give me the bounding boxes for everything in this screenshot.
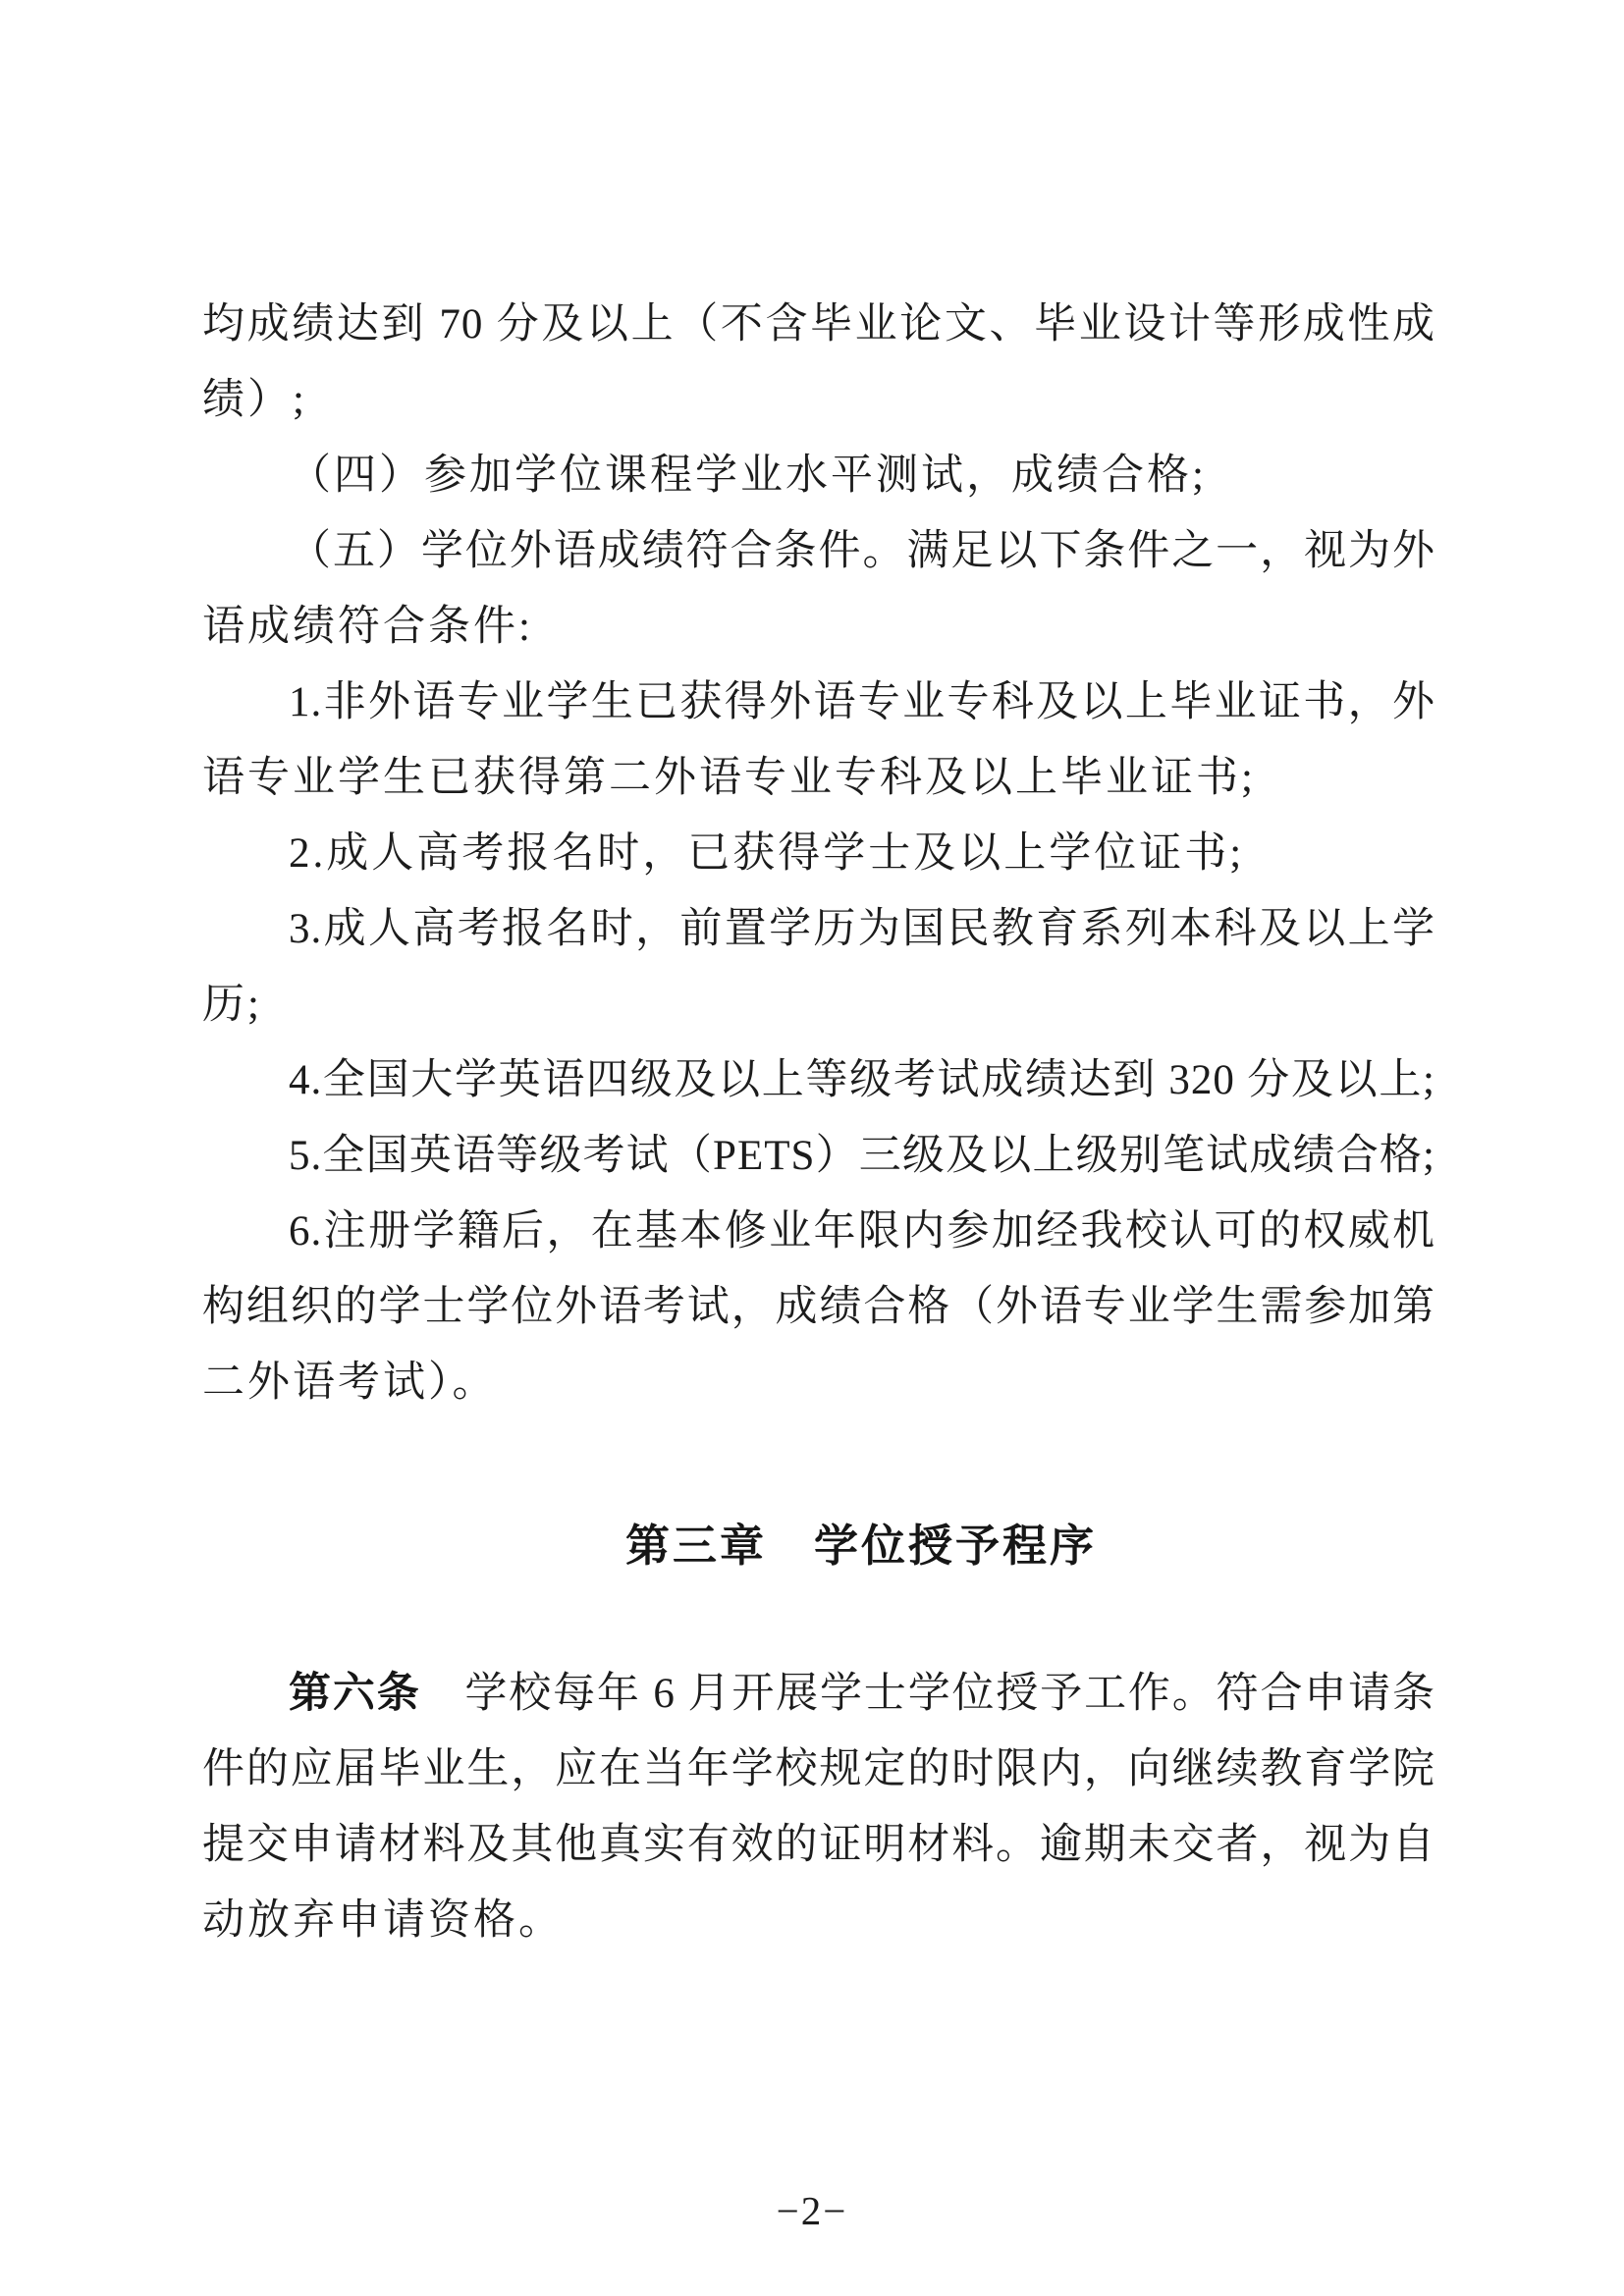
text-line: 2.成人高考报名时，已获得学士及以上学位证书; [289, 830, 1245, 877]
text-line: 动放弃申请资格。 [202, 1897, 564, 1944]
chapter-heading: 第三章 学位授予程序 [624, 1521, 1097, 1571]
text-line: 历; [202, 982, 262, 1028]
text-line: 1.非外语专业学生已获得外语专业专科及以上毕业证书，外 [289, 679, 1435, 725]
text-line: 语专业学生已获得第二外语专业专科及以上毕业证书; [202, 755, 1256, 801]
text-line: 提交申请材料及其他真实有效的证明材料。逾期未交者，视为自 [202, 1822, 1435, 1868]
text-line: 语成绩符合条件: [202, 604, 533, 650]
text-line: 6.注册学籍后，在基本修业年限内参加经我校认可的权威机 [289, 1208, 1435, 1255]
text-line: 5.全国英语等级考试（PETS）三级及以上级别笔试成绩合格; [289, 1133, 1435, 1179]
article-number: 第六条 [289, 1670, 421, 1717]
text-line: （五）学位外语成绩符合条件。满足以下条件之一，视为外 [289, 528, 1435, 574]
text-line: 二外语考试）。 [202, 1360, 498, 1406]
article-first-line [202, 1656, 1435, 1732]
text-line: （四）参加学位课程学业水平测试，成绩合格; [289, 453, 1207, 499]
article-text: 学校每年 6 月开展学士学位授予工作。符合申请条 [420, 1671, 1436, 1717]
text-line: 4.全国大学英语四级及以上等级考试成绩达到 320 分及以上; [289, 1057, 1435, 1103]
text-line: 3.成人高考报名时，前置学历为国民教育系列本科及以上学 [289, 906, 1435, 952]
text-line: 绩）; [202, 377, 307, 423]
page-number: −2− [776, 2188, 848, 2233]
text-line: 件的应届毕业生，应在当年学校规定的时限内，向继续教育学院 [202, 1746, 1435, 1792]
text-line: 构组织的学士学位外语考试，成绩合格（外语专业学生需参加第 [202, 1284, 1435, 1330]
text-line: 均成绩达到 70 分及以上（不含毕业论文、毕业设计等形成性成 [202, 301, 1435, 347]
